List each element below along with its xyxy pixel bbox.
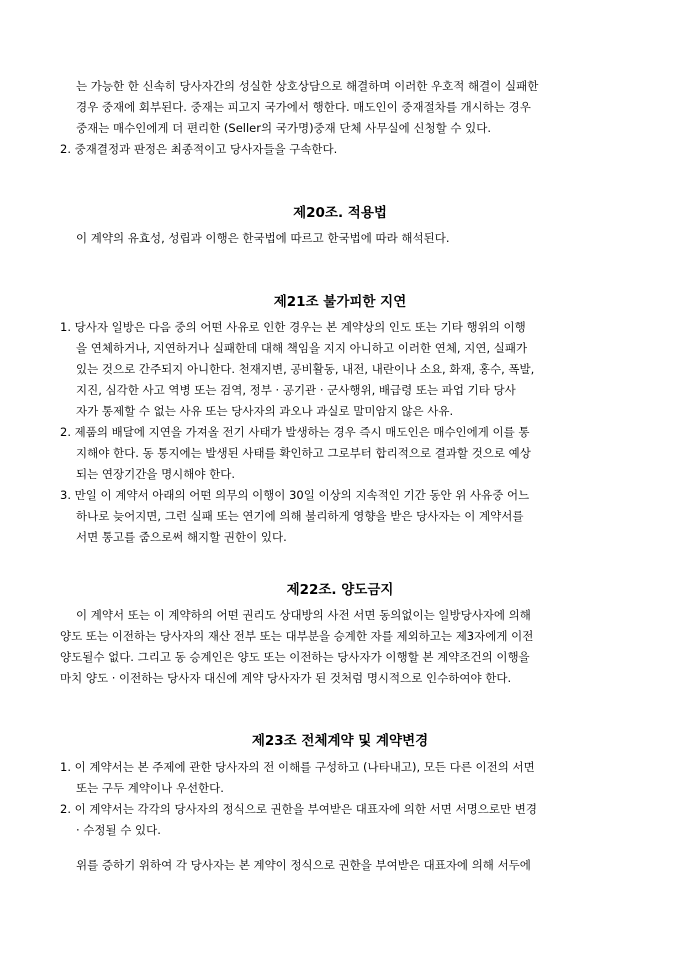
article-21-line-8: 되는 연장기간을 명시해야 한다. (76, 467, 236, 481)
article-21-line-10: 하나로 늦어지면, 그런 실패 또는 연기에 의해 불리하게 영향을 받은 당사자는 이 계약서를 (76, 509, 524, 523)
article-23-line-4: · 수정될 수 있다. (76, 823, 161, 837)
article-21-line-3: 있는 것으로 간주되지 아니한다. 천재지변, 공비활동, 내전, 내란이나 소요, 화재, 홍수, 폭발, (76, 362, 535, 376)
article-22-line-2: 양도 또는 이전하는 당사자의 재산 전부 또는 대부분을 승계한 자를 제외하고는 제3자에게 이전 (60, 629, 534, 643)
article-21-line-7: 지해야 한다. 동 통지에는 발생된 사태를 확인하고 그로부터 합리적으로 결과할 것으로 예상 (76, 446, 531, 460)
article-23-title: 제23조 전체계약 및 계약변경 (251, 733, 429, 749)
article-21-line-9: 3. 만일 이 계약서 아래의 어떤 의무의 이행이 30일 이상의 지속적인 기간 동안 위 사유중 어느 (60, 488, 530, 502)
article-22-line-1: 이 계약서 또는 이 계약하의 어떤 권리도 상대방의 사전 서면 동의없이는 일방당사자에 의해 (76, 608, 531, 622)
article-22-line-3: 양도될수 없다. 그리고 동 승계인은 양도 또는 이전하는 당사자가 이행할 본 계약조건의 이행을 (60, 650, 530, 664)
article-20-title: 제20조. 적용법 (293, 205, 387, 221)
article-21-line-6: 2. 제품의 배달에 지연을 가져올 전기 사태가 발생하는 경우 즉시 매도인은 매수인에게 이를 통 (60, 425, 530, 439)
article-21-title: 제21조 불가피한 지연 (273, 294, 407, 310)
article-23-line-2: 또는 구두 계약이나 우선한다. (76, 781, 224, 795)
closing-line-1: 위를 증하기 위하여 각 당사자는 본 계약이 정식으로 권한을 부여받은 대표자에 의해 서두에 (76, 858, 531, 872)
article-23-line-3: 2. 이 계약서는 각각의 당사자의 정식으로 권한을 부여받은 대표자에 의한 서면 서명으로만 변경 (60, 802, 537, 816)
article-21-line-4: 지진, 심각한 사고 역병 또는 검역, 정부 · 공기관 · 군사행위, 배급령 또는 파업 기타 당사 (76, 383, 516, 397)
intro-line-3: 중재는 매수인에게 더 편리한 (Seller의 국가명)중재 단체 사무실에 신청할 수 있다. (76, 121, 492, 135)
intro-line-4: 2. 중재결정과 판정은 최종적이고 당사자들을 구속한다. (60, 142, 338, 156)
article-21-line-5: 자가 통제할 수 없는 사유 또는 당사자의 과오나 과실로 말미암지 않은 사유. (76, 404, 454, 418)
article-23-line-1: 1. 이 계약서는 본 주제에 관한 당사자의 전 이해를 구성하고 (나타내고), 모든 다른 이전의 서면 (60, 760, 535, 774)
article-21-line-2: 을 연체하거나, 지연하거나 실패한데 대해 책임을 지지 아니하고 이러한 연체, 지연, 실패가 (76, 341, 528, 355)
article-22-title: 제22조. 양도금지 (286, 582, 394, 598)
intro-line-1: 는 가능한 한 신속히 당사자간의 성실한 상호상담으로 해결하며 이러한 우호적 해결이 실패한 (76, 79, 539, 93)
article-20-line-1: 이 계약의 유효성, 성립과 이행은 한국법에 따르고 한국법에 따라 해석된다. (76, 231, 450, 245)
intro-line-2: 경우 중재에 회부된다. 중재는 피고지 국가에서 행한다. 매도인이 중재절차를 개시하는 경우 (76, 100, 531, 114)
article-21-line-1: 1. 당사자 일방은 다음 중의 어떤 사유로 인한 경우는 본 계약상의 인도 또는 기타 행위의 이행 (60, 320, 526, 334)
article-21-line-11: 서면 통고를 줌으로써 해지할 권한이 있다. (76, 530, 287, 544)
article-22-line-4: 마치 양도 · 이전하는 당사자 대신에 계약 당사자가 된 것처럼 명시적으로 인수하여야 한다. (60, 671, 512, 685)
